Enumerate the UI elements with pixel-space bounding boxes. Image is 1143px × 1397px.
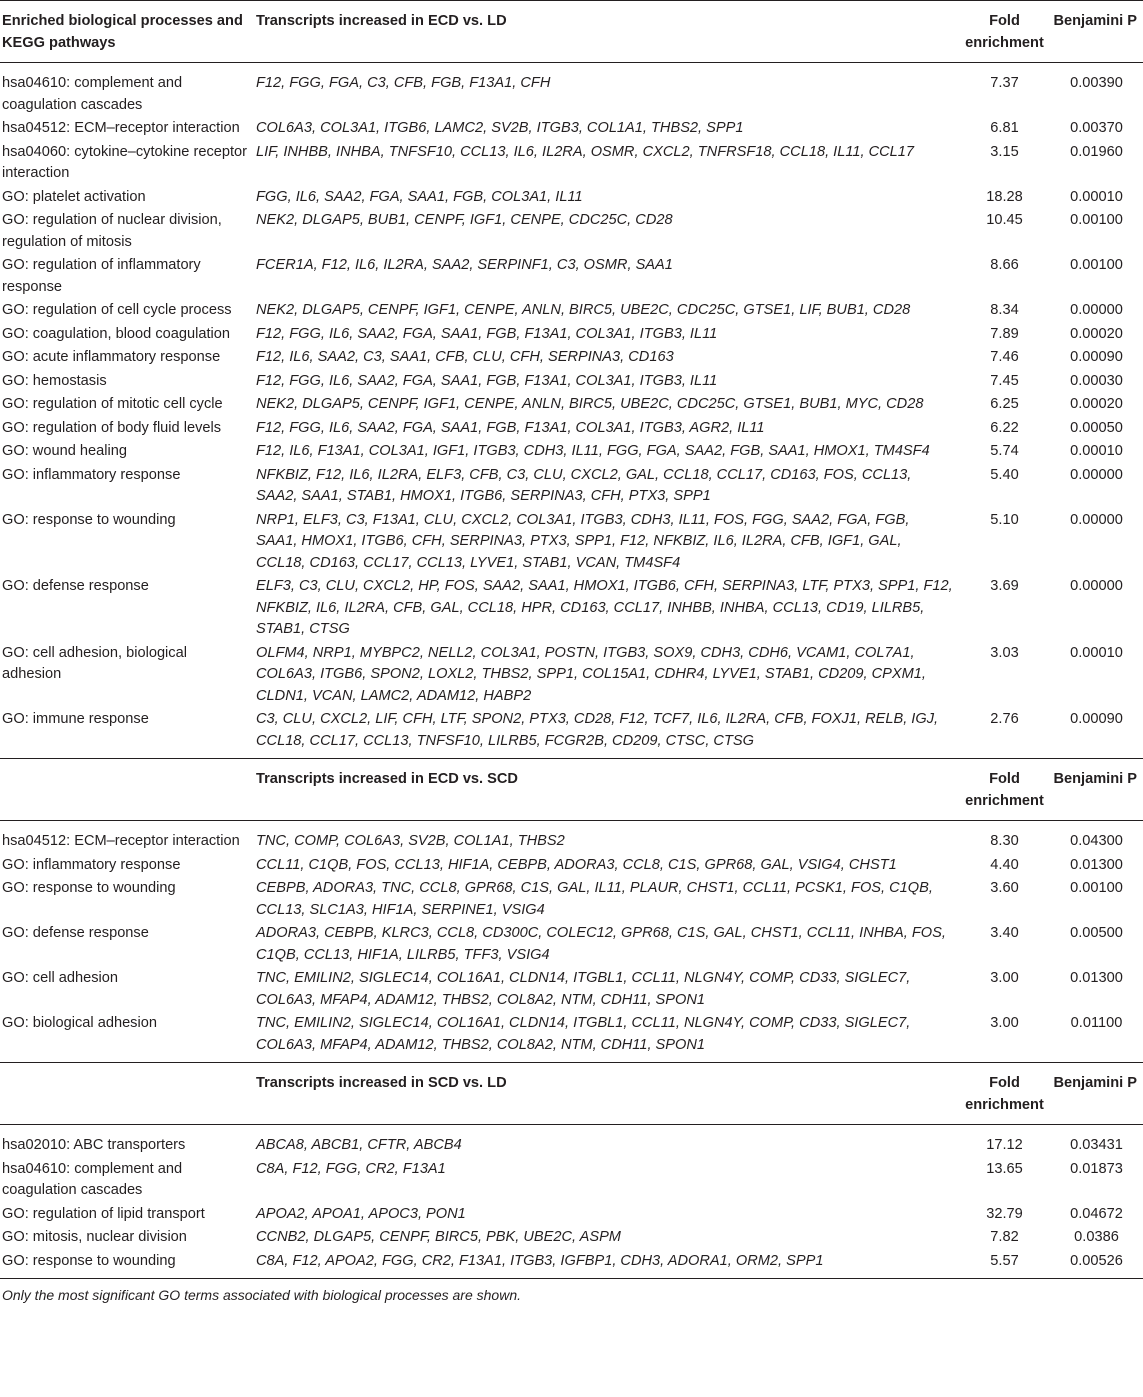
- enriched-term: hsa04610: complement and coagulation cascades: [2, 1160, 183, 1198]
- enriched-term: GO: biological adhesion: [2, 1015, 157, 1031]
- enriched-term: GO: response to wounding: [0, 1250, 251, 1279]
- enriched-term: GO: platelet activation: [2, 188, 146, 205]
- benjamini-p-value: 0.00100: [1070, 257, 1123, 273]
- enriched-term: hsa04512: ECM–receptor interaction: [2, 120, 240, 136]
- fold-enrichment-value: 3.40: [990, 925, 1019, 941]
- table-row: [0, 1203, 1143, 1227]
- benjamini-p-value: 0.00090: [1070, 349, 1123, 365]
- gene-list: F12, FGG, IL6, SAA2, FGA, SAA1, FGB, F13A1, COL3A1, ITGB3, IL11: [256, 325, 718, 342]
- section-header-fold: Fold enrichment: [957, 759, 1052, 821]
- benjamini-p-value: 0.04672: [1070, 1205, 1123, 1222]
- table-row: [0, 1158, 1143, 1203]
- enriched-term: GO: defense response: [2, 925, 149, 941]
- enriched-term: GO: regulation of nuclear division, regulation of mitosis: [2, 212, 222, 250]
- fold-enrichment-value: 5.10: [990, 511, 1019, 528]
- enriched-term: GO: response to wounding: [2, 880, 176, 896]
- fold-enrichment-value: 17.12: [986, 1137, 1023, 1153]
- fold-enrichment-value: 7.46: [990, 349, 1019, 365]
- section-header-row: [0, 1063, 1143, 1125]
- benjamini-p-value: 0.00390: [1070, 75, 1123, 91]
- table-row: [0, 708, 1143, 759]
- benjamini-p-value: 0.00010: [1070, 443, 1123, 459]
- section-ecd-vs-ld: [0, 63, 1143, 759]
- table-row: [0, 1250, 1143, 1279]
- benjamini-p-value: 0.01300: [1070, 970, 1123, 986]
- fold-enrichment-value: 3.00: [990, 970, 1019, 986]
- table-row: [0, 922, 1143, 967]
- benjamini-p-value: 0.00090: [1070, 711, 1123, 727]
- fold-enrichment-value: 7.89: [990, 325, 1019, 342]
- benjamini-p-value: 0.04300: [1070, 833, 1123, 849]
- benjamini-p-value: 0.00020: [1070, 325, 1123, 342]
- section-header-row: [0, 759, 1143, 821]
- gene-list: C8A, F12, FGG, CR2, F13A1: [256, 1160, 446, 1177]
- gene-list: NEK2, DLGAP5, BUB1, CENPF, IGF1, CENPE, CDC25C, CD28: [256, 212, 673, 228]
- benjamini-p-value: 0.00010: [1070, 188, 1123, 205]
- gene-list: NEK2, DLGAP5, CENPF, IGF1, CENPE, ANLN, BIRC5, UBE2C, CDC25C, GTSE1, BUB1, MYC, CD28: [256, 396, 924, 412]
- benjamini-p-value: 0.00010: [1070, 644, 1123, 661]
- enriched-term: GO: immune response: [2, 711, 149, 727]
- gene-list: CCL11, C1QB, FOS, CCL13, HIF1A, CEBPB, ADORA3, CCL8, C1S, GPR68, GAL, VSIG4, CHST1: [256, 856, 897, 873]
- benjamini-p-value: 0.00020: [1070, 396, 1123, 412]
- gene-list: NFKBIZ, F12, IL6, IL2RA, ELF3, CFB, C3, CLU, CXCL2, GAL, CCL18, CCL17, CD163, FOS, CCL13, SAA2, SAA1, STAB1, HMOX1, ITGB6, SERPINA3, CFH, PTX3, SPP1: [256, 466, 912, 504]
- header-benjamini-p: Benjamini P: [1052, 1, 1143, 63]
- benjamini-p-value: 0.01873: [1070, 1160, 1123, 1177]
- table-row: [0, 967, 1143, 1012]
- gene-list: OLFM4, NRP1, MYBPC2, NELL2, COL3A1, POSTN, ITGB3, SOX9, CDH3, CDH6, VCAM1, COL7A1, COL6A3, ITGB6, SPON2, LOXL2, THBS2, SPP1, COL15A1, CDHR4, LYVE1, STAB1, CD209, CPXM1, CLDN1, VCAN, LAMC2, ADAM12, HABP2: [256, 644, 926, 704]
- gene-list: F12, FGG, IL6, SAA2, FGA, SAA1, FGB, F13A1, COL3A1, ITGB3, AGR2, IL11: [256, 419, 765, 436]
- fold-enrichment-value: 7.37: [990, 75, 1019, 91]
- table-row: [0, 209, 1143, 254]
- benjamini-p-value: 0.00000: [1070, 302, 1123, 318]
- table-row: [0, 1125, 1143, 1158]
- enriched-term: GO: regulation of inflammatory response: [2, 257, 201, 295]
- gene-list: F12, IL6, F13A1, COL3A1, IGF1, ITGB3, CDH3, IL11, FGG, FGA, SAA2, FGB, SAA1, HMOX1, TM4SF4: [256, 443, 930, 459]
- gene-list: F12, IL6, SAA2, C3, SAA1, CFB, CLU, CFH, SERPINA3, CD163: [256, 349, 674, 365]
- enriched-term: hsa04512: ECM–receptor interaction: [2, 833, 240, 849]
- benjamini-p-value: 0.00000: [1070, 511, 1123, 528]
- benjamini-p-value: 0.00526: [1052, 1250, 1143, 1279]
- benjamini-p-value: 0.00370: [1070, 120, 1123, 136]
- enriched-term: GO: mitosis, nuclear division: [2, 1229, 187, 1245]
- gene-list: APOA2, APOA1, APOC3, PON1: [256, 1205, 466, 1222]
- fold-enrichment-value: 3.03: [990, 644, 1019, 661]
- fold-enrichment-value: 2.76: [990, 711, 1019, 727]
- table-row: [0, 254, 1143, 299]
- fold-enrichment-value: 8.34: [990, 302, 1019, 318]
- table-row: [0, 642, 1143, 709]
- fold-enrichment-value: 5.57: [957, 1250, 1052, 1279]
- table-row: [0, 393, 1143, 417]
- section-header-p: Benjamini P: [1052, 759, 1143, 821]
- fold-enrichment-value: 4.40: [990, 856, 1019, 873]
- fold-enrichment-value: 3.15: [990, 143, 1019, 160]
- table-row: [0, 186, 1143, 210]
- table-row: [0, 346, 1143, 370]
- table-row: [0, 464, 1143, 509]
- enriched-term: GO: hemostasis: [2, 372, 107, 389]
- fold-enrichment-value: 3.00: [990, 1015, 1019, 1031]
- enriched-term: GO: regulation of lipid transport: [2, 1205, 205, 1222]
- table-row: [0, 877, 1143, 922]
- table-row: [0, 370, 1143, 394]
- enrichment-table: [0, 1, 1143, 1279]
- enriched-term: GO: wound healing: [2, 443, 127, 459]
- gene-list: ELF3, C3, CLU, CXCL2, HP, FOS, SAA2, SAA1, HMOX1, ITGB6, CFH, SERPINA3, LTF, PTX3, SPP1, F12, NFKBIZ, IL6, IL2RA, CFB, GAL, CCL18, HPR, CD163, CCL17, INHBB, INHBA, CCL13, CD19, LILRB5, STAB1, CTSG: [256, 578, 953, 637]
- enriched-term: GO: regulation of body fluid levels: [2, 419, 222, 436]
- fold-enrichment-value: 3.69: [990, 578, 1019, 594]
- table-row: [0, 63, 1143, 118]
- enriched-term: hsa02010: ABC transporters: [2, 1137, 186, 1153]
- section-header-fold: Fold enrichment: [957, 1063, 1052, 1125]
- benjamini-p-value: 0.00030: [1070, 372, 1123, 389]
- gene-list: TNC, COMP, COL6A3, SV2B, COL1A1, THBS2: [256, 833, 565, 849]
- benjamini-p-value: 0.00500: [1070, 925, 1123, 941]
- header-fold-enrichment: Fold enrichment: [957, 1, 1052, 63]
- enriched-term: GO: regulation of cell cycle process: [2, 302, 232, 318]
- enriched-term: GO: inflammatory response: [2, 856, 181, 873]
- fold-enrichment-value: 7.45: [990, 372, 1019, 389]
- enriched-term: GO: response to wounding: [2, 511, 176, 528]
- fold-enrichment-value: 7.82: [990, 1229, 1019, 1245]
- benjamini-p-value: 0.00000: [1070, 578, 1123, 594]
- table-row: [0, 1012, 1143, 1063]
- section-header-blank: [0, 1063, 251, 1125]
- benjamini-p-value: 0.0386: [1074, 1229, 1119, 1245]
- enriched-term: GO: cell adhesion: [2, 970, 119, 986]
- fold-enrichment-value: 13.65: [986, 1160, 1023, 1177]
- enriched-term: GO: regulation of mitotic cell cycle: [2, 396, 223, 412]
- gene-list: FCER1A, F12, IL6, IL2RA, SAA2, SERPINF1, C3, OSMR, SAA1: [256, 257, 673, 273]
- gene-list: TNC, EMILIN2, SIGLEC14, COL16A1, CLDN14, ITGBL1, CCL11, NLGN4Y, COMP, CD33, SIGLEC7, COL6A3, MFAP4, ADAM12, THBS2, COL8A2, NTM, CDH11, SPON1: [256, 1015, 911, 1053]
- header-enriched-processes: Enriched biological processes and KEGG pathways: [0, 1, 251, 63]
- enriched-term: GO: inflammatory response: [2, 466, 181, 483]
- table-row: [0, 117, 1143, 141]
- section-title: Transcripts increased in ECD vs. SCD: [251, 759, 957, 821]
- gene-list: CEBPB, ADORA3, TNC, CCL8, GPR68, C1S, GAL, IL11, PLAUR, CHST1, CCL11, PCSK1, FOS, C1QB, CCL13, SLC1A3, HIF1A, SERPINE1, VSIG4: [256, 880, 933, 918]
- gene-list: NRP1, ELF3, C3, F13A1, CLU, CXCL2, COL3A1, ITGB3, CDH3, IL11, FOS, FGG, SAA2, FGA, FGB, SAA1, HMOX1, ITGB6, CFH, SERPINA3, PTX3, SPP1, F12, NFKBIZ, IL6, IL2RA, CFB, IGF1, GAL, CCL18, CD163, CCL17, CCL13, LYVE1, STAB1, VCAN, TM4SF4: [256, 511, 910, 571]
- fold-enrichment-value: 18.28: [986, 188, 1023, 205]
- table-row: [0, 1226, 1143, 1250]
- table-row: [0, 509, 1143, 576]
- enriched-term: GO: defense response: [2, 578, 149, 594]
- enriched-term: GO: coagulation, blood coagulation: [2, 325, 230, 342]
- benjamini-p-value: 0.00000: [1070, 466, 1123, 483]
- benjamini-p-value: 0.01960: [1070, 143, 1123, 160]
- benjamini-p-value: 0.03431: [1070, 1137, 1123, 1153]
- gene-list: ADORA3, CEBPB, KLRC3, CCL8, CD300C, COLEC12, GPR68, C1S, GAL, CHST1, CCL11, INHBA, FOS, C1QB, CCL13, HIF1A, LILRB5, TFF3, VSIG4: [256, 925, 946, 963]
- benjamini-p-value: 0.00050: [1070, 419, 1123, 436]
- fold-enrichment-value: 6.81: [990, 120, 1019, 136]
- enriched-term: GO: acute inflammatory response: [2, 349, 221, 365]
- table-header-row: [0, 1, 1143, 63]
- gene-list: CCNB2, DLGAP5, CENPF, BIRC5, PBK, UBE2C, ASPM: [256, 1229, 621, 1245]
- gene-list: C3, CLU, CXCL2, LIF, CFH, LTF, SPON2, PTX3, CD28, F12, TCF7, IL6, IL2RA, CFB, FOXJ1, RELB, IGJ, CCL18, CCL17, CCL13, TNFSF10, LILRB5, FCGR2B, CD209, CTSC, CTSG: [256, 711, 939, 749]
- fold-enrichment-value: 6.25: [990, 396, 1019, 412]
- section-header-blank: [0, 759, 251, 821]
- gene-list: F12, FGG, IL6, SAA2, FGA, SAA1, FGB, F13A1, COL3A1, ITGB3, IL11: [256, 372, 718, 389]
- enriched-term: hsa04610: complement and coagulation cascades: [2, 75, 183, 113]
- table-row: [0, 440, 1143, 464]
- benjamini-p-value: 0.01100: [1070, 1015, 1123, 1031]
- fold-enrichment-value: 5.74: [990, 443, 1019, 459]
- gene-list: TNC, EMILIN2, SIGLEC14, COL16A1, CLDN14, ITGBL1, CCL11, NLGN4Y, COMP, CD33, SIGLEC7, COL6A3, MFAP4, ADAM12, THBS2, COL8A2, NTM, CDH11, SPON1: [256, 970, 911, 1008]
- table-row: [0, 141, 1143, 186]
- table-row: [0, 323, 1143, 347]
- gene-list: F12, FGG, FGA, C3, CFB, FGB, F13A1, CFH: [256, 75, 551, 91]
- fold-enrichment-value: 6.22: [990, 419, 1019, 436]
- section-header-p: Benjamini P: [1052, 1063, 1143, 1125]
- enriched-term: hsa04060: cytokine–cytokine receptor interaction: [2, 143, 248, 181]
- benjamini-p-value: 0.01300: [1070, 856, 1123, 873]
- table-row: [0, 575, 1143, 642]
- table-row: [0, 854, 1143, 878]
- table-row: [0, 821, 1143, 854]
- benjamini-p-value: 0.00100: [1070, 212, 1123, 228]
- fold-enrichment-value: 5.40: [990, 466, 1019, 483]
- fold-enrichment-value: 32.79: [986, 1205, 1023, 1222]
- fold-enrichment-value: 8.30: [990, 833, 1019, 849]
- gene-list: FGG, IL6, SAA2, FGA, SAA1, FGB, COL3A1, IL11: [256, 188, 583, 205]
- fold-enrichment-value: 3.60: [990, 880, 1019, 896]
- gene-list: COL6A3, COL3A1, ITGB6, LAMC2, SV2B, ITGB3, COL1A1, THBS2, SPP1: [256, 120, 744, 136]
- table-row: [0, 417, 1143, 441]
- section-scd-vs-ld: [0, 1063, 1143, 1279]
- gene-list: NEK2, DLGAP5, CENPF, IGF1, CENPE, ANLN, BIRC5, UBE2C, CDC25C, GTSE1, LIF, BUB1, CD28: [256, 302, 911, 318]
- header-transcripts: Transcripts increased in ECD vs. LD: [251, 1, 957, 63]
- gene-list: ABCA8, ABCB1, CFTR, ABCB4: [256, 1137, 462, 1153]
- section-ecd-vs-scd: [0, 759, 1143, 1063]
- table-row: [0, 299, 1143, 323]
- fold-enrichment-value: 10.45: [986, 212, 1023, 228]
- fold-enrichment-value: 8.66: [990, 257, 1019, 273]
- gene-list: C8A, F12, APOA2, FGG, CR2, F13A1, ITGB3, IGFBP1, CDH3, ADORA1, ORM2, SPP1: [251, 1250, 957, 1279]
- gene-list: LIF, INHBB, INHBA, TNFSF10, CCL13, IL6, IL2RA, OSMR, CXCL2, TNFRSF18, CCL18, IL11, CCL17: [256, 143, 915, 160]
- enriched-term: GO: cell adhesion, biological adhesion: [2, 644, 187, 682]
- table-footnote: Only the most significant GO terms associated with biological processes are shown.: [2, 1287, 522, 1303]
- benjamini-p-value: 0.00100: [1070, 880, 1123, 896]
- section-title: Transcripts increased in SCD vs. LD: [251, 1063, 957, 1125]
